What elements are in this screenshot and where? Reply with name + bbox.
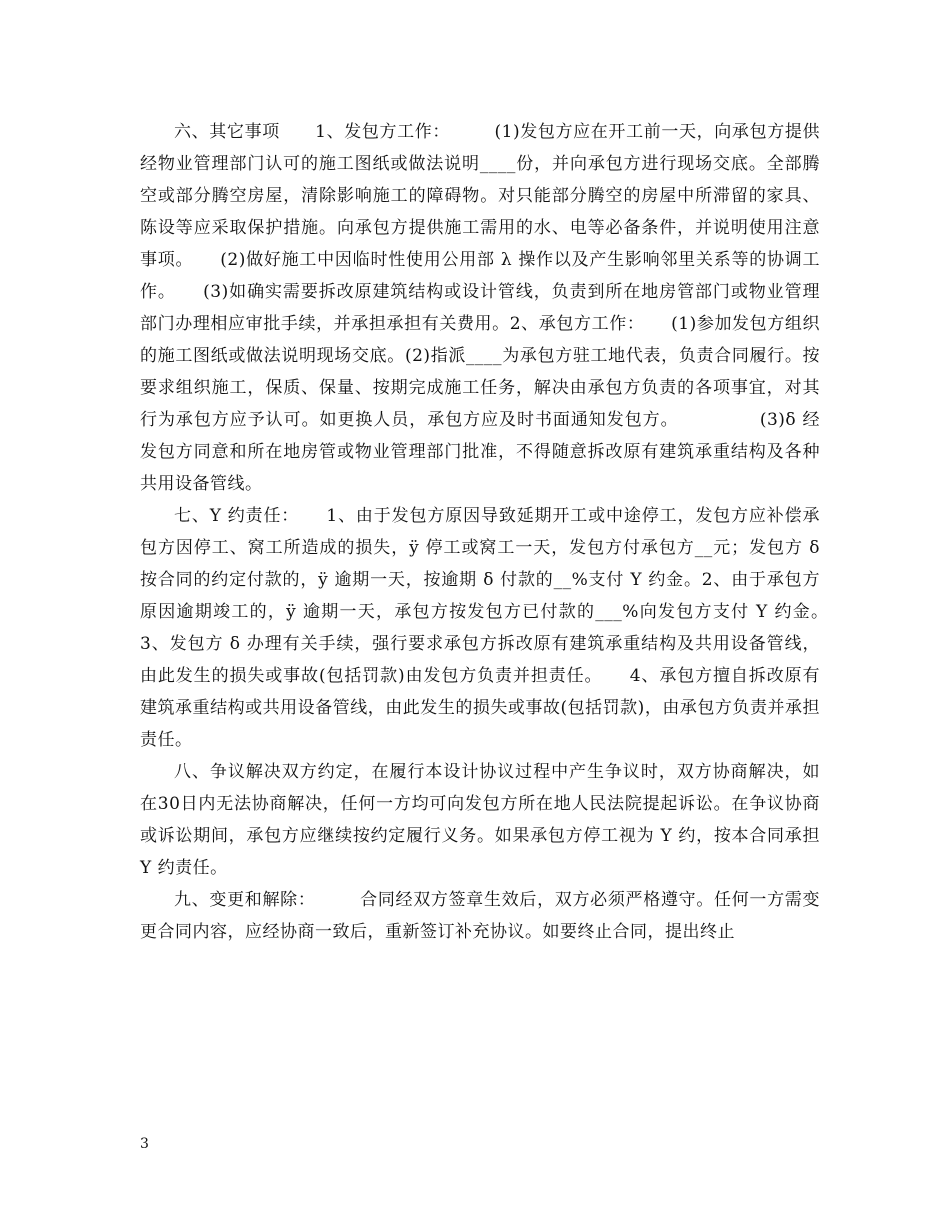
- document-body: [140, 116, 855, 948]
- section-six-paragraph: 六、其它事项 1、发包方工作： (1)发包方应在开工前一天，向承包方提供经物业管理部门认可的施工图纸或做法说明____份，并向承包方进行现场交底。全部腾空或部分腾空房屋，清除影响施工的障碍物。对只能部分腾空的房屋中所滞留的家具、陈设等应采取保护措施。向承包方提供施工需用的水、电等必备条件，并说明使用注意事项。 (2)做好施工中因临时性使用公用部 λ 操作以及产生影响邻里关系等的协调工作。 (3)如确实需要拆改原建筑结构或设计管线，负责到所在地房管部门或物业管理部门办理相应审批手续，并承担承担有关费用。2、承包方工作： (1)参加发包方组织的施工图纸或做法说明现场交底。(2)指派____为承包方驻工地代表，负责合同履行。按要求组织施工，保质、保量、按期完成施工任务，解决由承包方负责的各项事宜，对其行为承包方应予认可。如更换人员，承包方应及时书面通知发包方。 (3)δ 经发包方同意和所在地房管或物业管理部门批准，不得随意拆改原有建筑承重结构及各种共用设备管线。: [140, 122, 820, 494]
- page-number: 3: [140, 1136, 149, 1152]
- section-eight-paragraph: 八、争议解决双方约定，在履行本设计协议过程中产生争议时，双方协商解决，如在30日内无法协商解决，任何一方均可向发包方所在地人民法院提起诉讼。在争议协商或诉讼期间，承包方应继续按约定履行义务。如果承包方停工视为 Υ 约，按本合同承担 Υ 约责任。: [140, 762, 826, 878]
- section-nine-paragraph: 九、变更和解除： 合同经双方签章生效后，双方必须严格遵守。任何一方需变更合同内容，应经协商一致后，重新签订补充协议。如要终止合同，提出终止: [140, 890, 820, 942]
- section-seven-paragraph: 七、Υ 约责任： 1、由于发包方原因导致延期开工或中途停工，发包方应补偿承包方因停工、窝工所造成的损失，ÿ 停工或窝工一天，发包方付承包方__元；发包方 δ 按合同的约定付款的，ÿ 逾期一天，按逾期 δ 付款的__%支付 Υ 约金。2、由于承包方原因逾期竣工的，ÿ 逾期一天，承包方按发包方已付款的___%向发包方支付 Υ 约金。 3、发包方 δ 办理有关手续，强行要求承包方拆改原有建筑承重结构及共用设备管线，由此发生的损失或事故(包括罚款)由发包方负责并担责任。 4、承包方擅自拆改原有建筑承重结构或共用设备管线，由此发生的损失或事故(包括罚款)，由承包方负责并承担责任。: [140, 506, 855, 750]
